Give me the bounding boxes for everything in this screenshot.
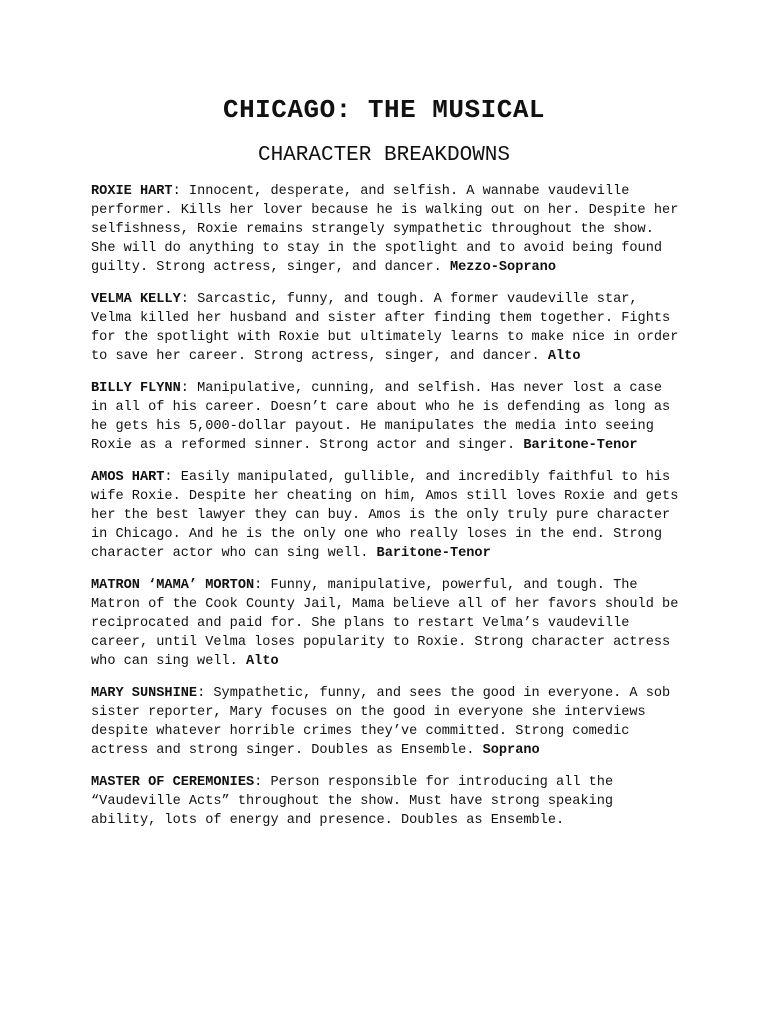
character-entry-mary-sunshine: MARY SUNSHINE: Sympathetic, funny, and sees the good in everyone. A sob sister reporter, Mary focuses on the good in everyone she interviews despite whatever horrible crimes they’ve committed. Strong comedic actress and strong singer. Doubles as Ensemble. Soprano	[91, 686, 671, 758]
character-entry-master-of-ceremonies: MASTER OF CEREMONIES: Person responsible for introducing all the “Vaudeville Acts” throughout the show. Must have strong speaking ability, lots of energy and presence. Doubles as Ensemble.	[91, 775, 614, 828]
character-entry-billy-flynn: BILLY FLYNN: Manipulative, cunning, and selfish. Has never lost a case in all of his career. Doesn’t care about who he is defending as long as he gets his 5,000-dollar payout. He manipulates the media into seeing Roxie as a reformed sinner. Strong actor and singer. Baritone-Tenor	[91, 381, 671, 453]
character-name: ROXIE HART	[91, 184, 173, 199]
character-entry-velma-kelly: VELMA KELLY: Sarcastic, funny, and tough. A former vaudeville star, Velma killed her husband and sister after finding them together. Fights for the spotlight with Roxie but ultimately learns to make nice in order to save her career. Strong actress, singer, and dancer. Alto	[91, 292, 679, 364]
character-description: Funny, manipulative, powerful, and tough. The Matron of the Cook County Jail, Mama believe all of her favors should be reciprocated and paid for. She plans to restart Velma’s vaudeville career, until Velma loses popularity to Roxie. Strong character actress who can sing well.	[91, 578, 679, 669]
voice-type: Alto	[547, 349, 581, 364]
character-description: Easily manipulated, gullible, and incredibly faithful to his wife Roxie. Despite her cheating on him, Amos still loves Roxie and gets her the best lawyer they can buy. Amos is the only truly pure character in Chicago. And he is the only one who really loses in the end. Strong character actor who can sing well.	[91, 470, 679, 561]
voice-type: Soprano	[482, 743, 540, 758]
character-description: Manipulative, cunning, and selfish. Has never lost a case in all of his career. Doesn’t care about who he is defending as long as he gets his 5,000-dollar payout. He manipulates the media into seeing Roxie as a reformed sinner. Strong actor and singer.	[91, 381, 671, 453]
voice-type: Alto	[246, 654, 279, 669]
character-entry-amos-hart: AMOS HART: Easily manipulated, gullible, and incredibly faithful to his wife Roxie. Despite her cheating on him, Amos still loves Roxie and gets her the best lawyer they can buy. Amos is the only truly pure character in Chicago. And he is the only one who really loses in the end. Strong character actor who can sing well. Baritone-Tenor	[91, 470, 679, 561]
character-description: Sarcastic, funny, and tough. A former vaudeville star, Velma killed her husband and sister after finding them together. Fights for the spotlight with Roxie but ultimately learns to make nice in order to save her career. Strong actress, singer, and dancer.	[91, 292, 679, 364]
character-description: Sympathetic, funny, and sees the good in everyone. A sob sister reporter, Mary focuses on the good in everyone she interviews despite whatever horrible crimes they’ve committed. Strong comedic actress and strong singer. Doubles as Ensemble.	[91, 686, 671, 758]
character-entry-roxie-hart: ROXIE HART: Innocent, desperate, and selfish. A wannabe vaudeville performer. Kills her lover because he is walking out on her. Despite her selfishness, Roxie remains strangely sympathetic throughout the show. She will do anything to stay in the spotlight and to avoid being found guilty. Strong actress, singer, and dancer. Mezzo-Soprano	[91, 184, 679, 275]
voice-type: Baritone-Tenor	[523, 438, 638, 453]
character-list	[91, 182, 681, 843]
voice-type: Baritone-Tenor	[376, 546, 491, 561]
character-description: Innocent, desperate, and selfish. A wannabe vaudeville performer. Kills her lover because he is walking out on her. Despite her selfishness, Roxie remains strangely sympathetic throughout the show. She will do anything to stay in the spotlight and to avoid being found guilty. Strong actress, singer, and dancer.	[91, 184, 679, 275]
character-name: VELMA KELLY	[91, 292, 181, 307]
page-title: CHICAGO: THE MUSICAL	[222, 95, 546, 125]
character-name: MARY SUNSHINE	[91, 686, 198, 701]
character-name: BILLY FLYNN	[91, 381, 181, 396]
character-name: MATRON ‘MAMA’ MORTON	[91, 578, 255, 593]
character-name: MASTER OF CEREMONIES	[91, 775, 255, 790]
character-entry-mama-morton: MATRON ‘MAMA’ MORTON: Funny, manipulative, powerful, and tough. The Matron of the Cook County Jail, Mama believe all of her favors should be reciprocated and paid for. She plans to restart Velma’s vaudeville career, until Velma loses popularity to Roxie. Strong character actress who can sing well. Alto	[91, 578, 679, 669]
character-description: Person responsible for introducing all the “Vaudeville Acts” throughout the show. Must have strong speaking ability, lots of energy and presence. Doubles as Ensemble.	[91, 775, 614, 828]
voice-type: Mezzo-Soprano	[449, 260, 557, 275]
page-subtitle: CHARACTER BREAKDOWNS	[257, 144, 511, 167]
character-name: AMOS HART	[91, 470, 165, 485]
